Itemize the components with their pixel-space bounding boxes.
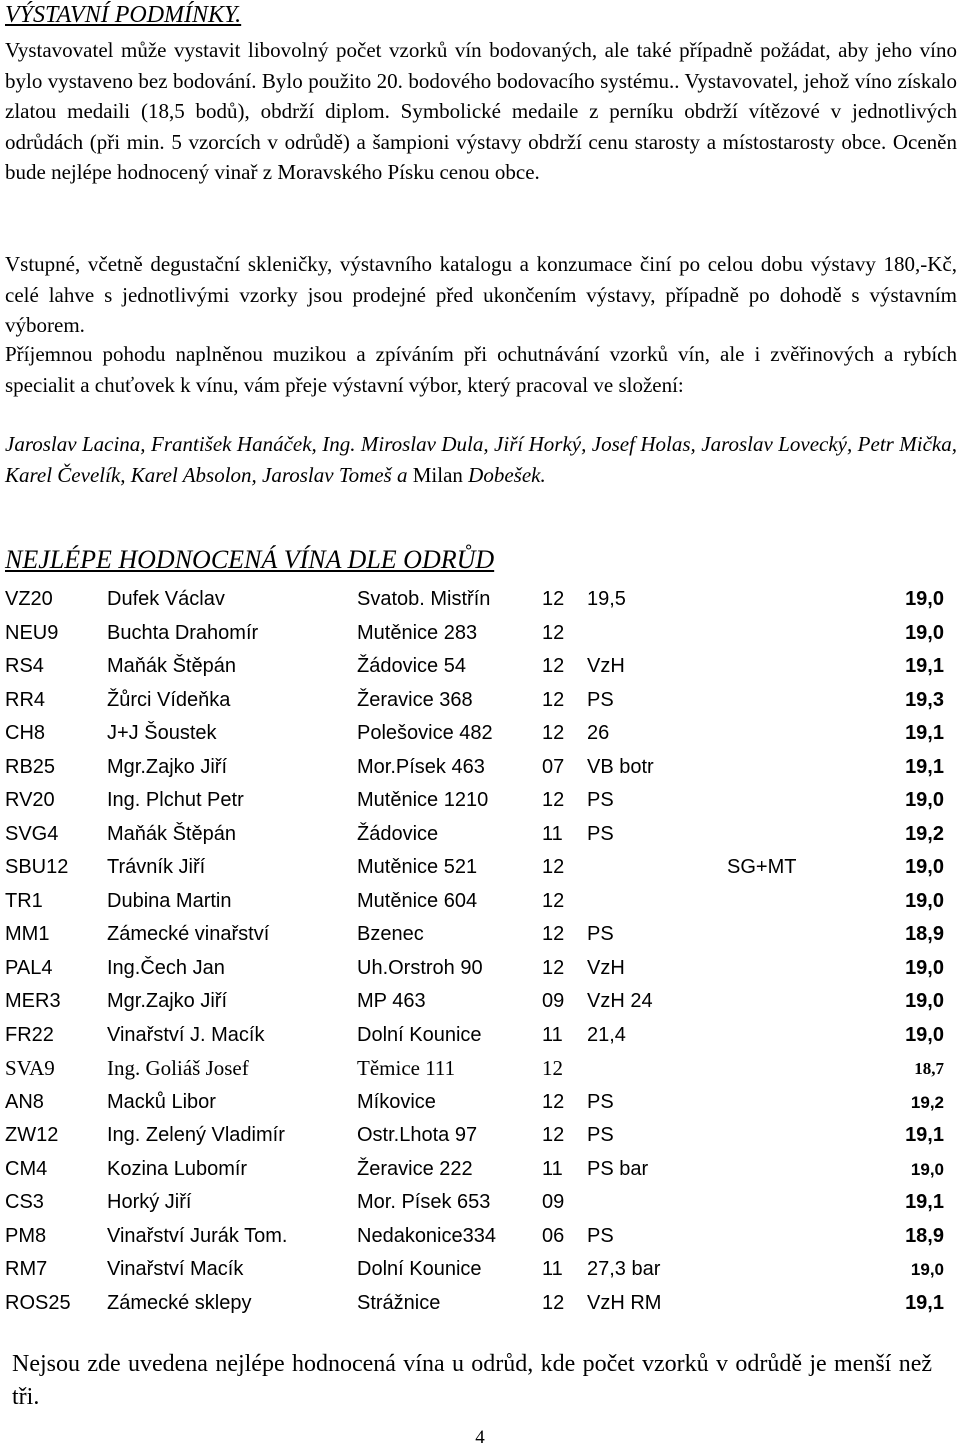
cell-place: Mutěnice 283 bbox=[357, 621, 478, 644]
cell-place: Žádovice 54 bbox=[357, 655, 466, 677]
table-row bbox=[0, 851, 960, 885]
cell-name: Mgr.Zajko Jiří bbox=[107, 755, 228, 778]
cell-code: ROS25 bbox=[5, 1291, 71, 1314]
cell-code: RB25 bbox=[5, 755, 56, 778]
cell-place: Těmice 111 bbox=[357, 1056, 456, 1080]
cell-code: PM8 bbox=[5, 1224, 47, 1247]
cell-vintage: 12 bbox=[542, 1090, 565, 1113]
cell-score: 19,0 bbox=[910, 1159, 944, 1179]
cell-name: Ing. Zelený Vladimír bbox=[107, 1124, 285, 1146]
wine-table-title: NEJLÉPE HODNOCENÁ VÍNA DLE ODRŮD bbox=[5, 545, 495, 574]
cell-note: PS bbox=[587, 1124, 614, 1146]
table-row bbox=[0, 818, 960, 852]
cell-name: Ing. Goliáš Josef bbox=[107, 1056, 249, 1080]
cell-note: VzH bbox=[587, 655, 625, 677]
cell-name: J+J Šoustek bbox=[107, 722, 217, 744]
cell-code: PAL4 bbox=[5, 956, 53, 979]
cell-note: PS bbox=[587, 923, 614, 945]
cell-note: 27,3 bar bbox=[587, 1258, 661, 1280]
cell-name: Ing. Plchut Petr bbox=[107, 789, 244, 811]
cell-name: Trávník Jiří bbox=[107, 856, 206, 878]
cell-code: CM4 bbox=[5, 1157, 48, 1180]
cell-score: 19,2 bbox=[905, 822, 944, 845]
cell-score: 19,1 bbox=[905, 722, 944, 744]
cell-vintage: 12 bbox=[542, 655, 565, 677]
cell-note: PS bar bbox=[587, 1157, 649, 1180]
cell-vintage: 11 bbox=[542, 1157, 563, 1180]
cell-vintage: 12 bbox=[542, 1124, 565, 1146]
cell-note: 26 bbox=[587, 722, 610, 744]
cell-place: Míkovice bbox=[357, 1090, 436, 1113]
cell-extra: SG+MT bbox=[727, 856, 797, 878]
cell-vintage: 12 bbox=[542, 621, 565, 644]
cell-note: PS bbox=[587, 789, 614, 811]
cell-place: Dolní Kounice bbox=[357, 1023, 482, 1046]
cell-vintage: 11 bbox=[542, 1258, 563, 1280]
cell-name: Vinařství J. Macík bbox=[107, 1023, 265, 1046]
cell-note: 21,4 bbox=[587, 1023, 626, 1046]
cell-score: 19,0 bbox=[905, 789, 944, 811]
cell-score: 19,1 bbox=[905, 1191, 944, 1213]
cell-vintage: 12 bbox=[542, 789, 565, 811]
committee-last-surname: Dobešek. bbox=[468, 462, 546, 487]
table-row bbox=[0, 617, 960, 651]
table-row bbox=[0, 650, 960, 684]
cell-score: 19,0 bbox=[905, 621, 944, 644]
cell-place: Dolní Kounice bbox=[357, 1258, 482, 1280]
table-row bbox=[0, 1119, 960, 1153]
cell-note: PS bbox=[587, 1090, 614, 1113]
cell-code: VZ20 bbox=[5, 588, 53, 610]
cell-code: RV20 bbox=[5, 789, 55, 811]
cell-vintage: 12 bbox=[542, 722, 565, 744]
cell-code: CH8 bbox=[5, 722, 46, 744]
cell-code: ZW12 bbox=[5, 1124, 59, 1146]
table-row bbox=[0, 751, 960, 785]
cell-place: Mutěnice 1210 bbox=[357, 789, 489, 811]
cell-code: SBU12 bbox=[5, 856, 69, 878]
cell-vintage: 11 bbox=[542, 822, 563, 845]
table-row bbox=[0, 1220, 960, 1254]
cell-name: Žůrci Vídeňka bbox=[107, 688, 231, 711]
table-row bbox=[0, 1253, 960, 1287]
cell-code: MM1 bbox=[5, 923, 50, 945]
cell-place: Ostr.Lhota 97 bbox=[357, 1124, 478, 1146]
cell-score: 19,2 bbox=[910, 1092, 944, 1112]
cell-note: 19,5 bbox=[587, 588, 626, 610]
cell-score: 19,0 bbox=[905, 956, 944, 979]
cell-vintage: 12 bbox=[542, 923, 565, 945]
cell-score: 19,0 bbox=[905, 889, 944, 912]
cell-vintage: 12 bbox=[542, 889, 565, 912]
admission-paragraph: Vstupné, včetně degustační skleničky, výstavního katalogu a konzumace činí po celou dobu výstavy 180,-Kč, celé lahve s jednotlivými vzorky jsou prodejné před ukončením výstavy, případně po dohodě s výstavním výborem. bbox=[5, 252, 957, 337]
table-row bbox=[0, 717, 960, 751]
cell-code: MER3 bbox=[5, 990, 61, 1012]
section-heading: VÝSTAVNÍ PODMÍNKY. bbox=[5, 2, 242, 28]
cell-code: RM7 bbox=[5, 1258, 48, 1280]
exhibition-conditions-paragraph: Vystavovatel může vystavit libovolný počet vzorků vín bodovaných, ale také případně požádat, aby jeho víno bylo vystaveno bez bodování. Bylo použito 20. bodového bodovacího systému.. Vystavovatel, jehož víno získalo zlatou medaili (18,5 bodů), obdrží diplom. Symbolické medaile z perníku obdrží vítězové v jednotlivých odrůdách (při min. 5 vzorcích v odrůdě) a šampioni výstavy obdrží cenu starosty a místostarosty obce. Oceněn bude nejlépe hodnocený vinař z Moravského Písku cenou obce. bbox=[5, 38, 957, 184]
table-row bbox=[0, 784, 960, 818]
cell-name: Macků Libor bbox=[107, 1090, 216, 1113]
cell-code: NEU9 bbox=[5, 621, 59, 644]
cell-name: Maňák Štěpán bbox=[107, 655, 236, 677]
cell-vintage: 09 bbox=[542, 1191, 565, 1213]
cell-place: Nedakonice334 bbox=[357, 1224, 496, 1247]
cell-code: FR22 bbox=[5, 1023, 54, 1046]
cell-place: Uh.Orstroh 90 bbox=[357, 956, 483, 979]
cell-code: RS4 bbox=[5, 655, 44, 677]
cell-vintage: 12 bbox=[542, 956, 565, 979]
cell-note: VB botr bbox=[587, 755, 654, 778]
cell-place: Žeravice 222 bbox=[357, 1157, 473, 1180]
table-row bbox=[0, 885, 960, 919]
committee-names bbox=[5, 429, 957, 490]
cell-note: PS bbox=[587, 688, 614, 711]
table-row bbox=[0, 952, 960, 986]
cell-place: Žeravice 368 bbox=[357, 688, 473, 711]
committee-last-first-name: Milan bbox=[412, 462, 463, 487]
cell-vintage: 12 bbox=[542, 688, 565, 711]
cell-score: 19,0 bbox=[905, 1023, 944, 1046]
cell-name: Dufek Václav bbox=[107, 588, 225, 610]
cell-place: Polešovice 482 bbox=[357, 722, 493, 744]
cell-place: Bzenec bbox=[357, 923, 424, 945]
cell-vintage: 06 bbox=[542, 1224, 565, 1247]
cell-name: Ing.Čech Jan bbox=[107, 956, 225, 979]
cell-place: Mor.Písek 463 bbox=[357, 755, 485, 778]
cell-code: AN8 bbox=[5, 1090, 44, 1113]
cell-vintage: 12 bbox=[542, 1291, 565, 1314]
cell-note: PS bbox=[587, 1224, 614, 1247]
cell-name: Maňák Štěpán bbox=[107, 822, 236, 845]
cell-score: 19,0 bbox=[910, 1260, 944, 1279]
cell-vintage: 12 bbox=[542, 1056, 563, 1080]
cell-score: 19,1 bbox=[905, 655, 944, 677]
cell-note: VzH RM bbox=[587, 1291, 662, 1314]
cell-vintage: 11 bbox=[542, 1023, 563, 1046]
cell-vintage: 12 bbox=[542, 856, 565, 878]
cell-score: 19,0 bbox=[905, 588, 944, 610]
cell-vintage: 07 bbox=[542, 755, 565, 778]
cell-score: 18,9 bbox=[905, 923, 944, 945]
cell-score: 18,9 bbox=[905, 1224, 944, 1247]
cell-code: SVA9 bbox=[5, 1056, 55, 1080]
cell-place: MP 463 bbox=[357, 990, 426, 1012]
cell-score: 19,0 bbox=[905, 990, 944, 1012]
page-number: 4 bbox=[475, 1427, 485, 1448]
table-row bbox=[0, 1019, 960, 1053]
cell-name: Zámecké sklepy bbox=[107, 1291, 252, 1314]
cell-name: Horký Jiří bbox=[107, 1191, 192, 1213]
footer-note: Nejsou zde uvedena nejlépe hodnocená vína u odrůd, kde počet vzorků v odrůdě je menší než tři. bbox=[12, 1351, 932, 1410]
cell-vintage: 09 bbox=[542, 990, 565, 1012]
cell-code: CS3 bbox=[5, 1191, 44, 1213]
cell-note: PS bbox=[587, 822, 614, 845]
cell-score: 19,3 bbox=[905, 688, 944, 711]
cell-place: Žádovice bbox=[357, 822, 439, 845]
cell-place: Svatob. Mistřín bbox=[357, 588, 491, 610]
cell-name: Zámecké vinařství bbox=[107, 923, 270, 945]
table-row bbox=[0, 1052, 960, 1086]
cell-name: Kozina Lubomír bbox=[107, 1157, 248, 1180]
cell-place: Mor. Písek 653 bbox=[357, 1191, 491, 1213]
table-row bbox=[0, 684, 960, 718]
cell-score: 19,0 bbox=[905, 856, 944, 878]
table-row bbox=[0, 1186, 960, 1220]
table-row bbox=[0, 985, 960, 1019]
cell-name: Mgr.Zajko Jiří bbox=[107, 990, 228, 1012]
cell-name: Vinařství Macík bbox=[107, 1258, 244, 1280]
table-row bbox=[0, 1287, 960, 1321]
table-row bbox=[0, 1086, 960, 1120]
cell-code: SVG4 bbox=[5, 822, 59, 845]
cell-name: Dubina Martin bbox=[107, 889, 232, 912]
cell-score: 19,1 bbox=[905, 1124, 944, 1146]
greeting-paragraph: Příjemnou pohodu naplněnou muzikou a zpíváním při ochutnávání vzorků vín, ale i zvěřinových a rybích specialit a chuťovek k vínu, vám přeje výstavní výbor, který pracoval ve složení: bbox=[5, 342, 957, 397]
cell-code: RR4 bbox=[5, 688, 46, 711]
cell-code: TR1 bbox=[5, 889, 43, 912]
cell-score: 19,1 bbox=[905, 755, 944, 778]
cell-place: Mutěnice 521 bbox=[357, 856, 478, 878]
cell-place: Strážnice bbox=[357, 1291, 441, 1314]
table-row bbox=[0, 918, 960, 952]
cell-name: Vinařství Jurák Tom. bbox=[107, 1224, 288, 1247]
cell-score: 19,1 bbox=[905, 1291, 944, 1314]
cell-score: 18,7 bbox=[914, 1059, 944, 1078]
wine-results-table bbox=[0, 583, 960, 1320]
table-row bbox=[0, 1153, 960, 1187]
cell-vintage: 12 bbox=[542, 588, 565, 610]
committee-names-list: Jaroslav Lacina, František Hanáček, Ing. Miroslav Dula, Jiří Horký, Josef Holas, Jaroslav Lovecký, Petr Mička, Karel Čevelík, Karel Absolon, Jaroslav Tomeš a bbox=[5, 432, 957, 487]
table-row bbox=[0, 583, 960, 617]
cell-name: Buchta Drahomír bbox=[107, 621, 259, 644]
cell-place: Mutěnice 604 bbox=[357, 889, 478, 912]
cell-note: VzH bbox=[587, 956, 625, 979]
cell-note: VzH 24 bbox=[587, 990, 653, 1012]
